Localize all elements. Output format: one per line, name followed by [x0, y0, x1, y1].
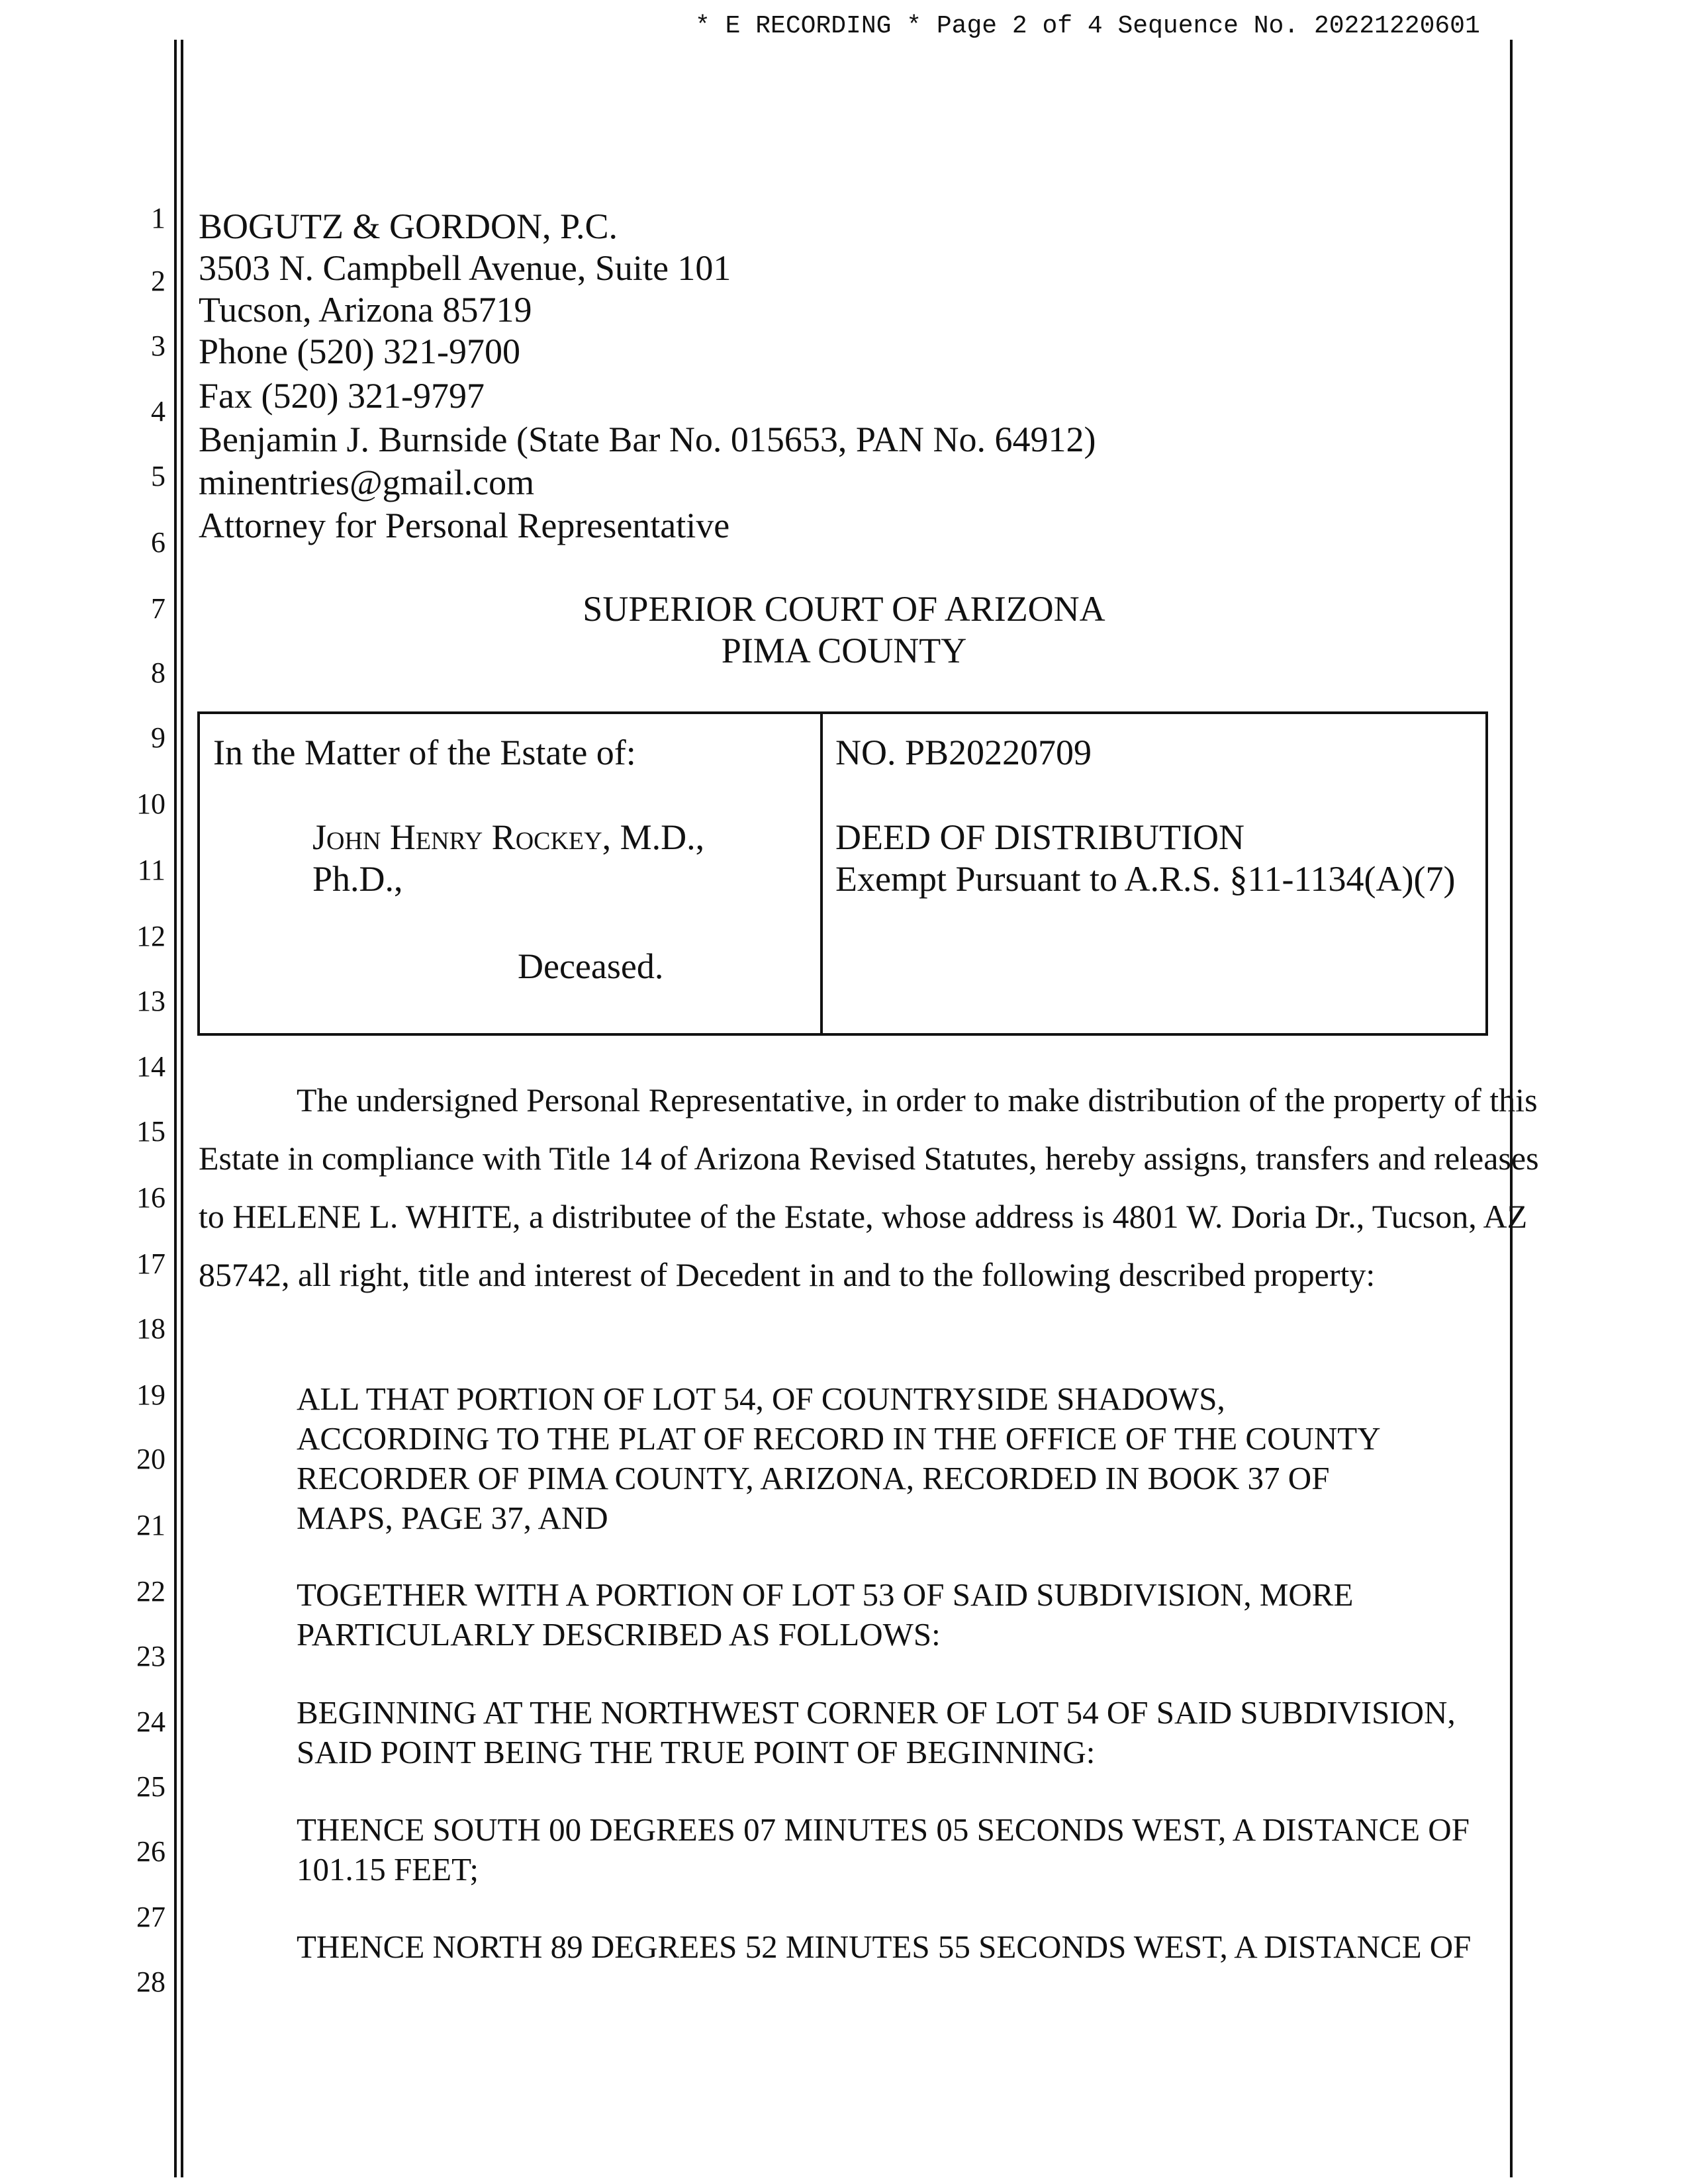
line-number: 7 — [151, 592, 165, 625]
document-title: DEED OF DISTRIBUTION — [835, 817, 1244, 857]
line-number: 14 — [136, 1050, 165, 1083]
court-county: PIMA COUNTY — [721, 631, 967, 670]
line-number: 10 — [136, 788, 165, 820]
legal-line: ALL THAT PORTION OF LOT 54, OF COUNTRYSIDE SHADOWS, — [297, 1381, 1225, 1417]
decedent-name: John Henry Rockey, M.D., — [312, 817, 705, 857]
line-number: 9 — [151, 721, 165, 754]
line-number: 12 — [136, 920, 165, 952]
legal-line: MAPS, PAGE 37, AND — [297, 1500, 608, 1536]
line-number: 28 — [136, 1966, 165, 1998]
caption-divider — [820, 714, 823, 1033]
line-number: 16 — [136, 1181, 165, 1214]
line-number: 15 — [136, 1115, 165, 1148]
recording-header: * E RECORDING * Page 2 of 4 Sequence No. 20221220601 — [695, 12, 1480, 40]
firm-address-line1: 3503 N. Campbell Avenue, Suite 101 — [199, 248, 731, 288]
legal-line: 101.15 FEET; — [297, 1851, 479, 1888]
legal-line: THENCE SOUTH 00 DEGREES 07 MINUTES 05 SECONDS WEST, A DISTANCE OF — [297, 1811, 1470, 1848]
attorney-name: Benjamin J. Burnside (State Bar No. 015653, PAN No. 64912) — [199, 420, 1096, 459]
line-number: 21 — [136, 1509, 165, 1541]
line-number: 24 — [136, 1706, 165, 1738]
case-number: NO. PB20220709 — [835, 733, 1092, 772]
attorney-role: Attorney for Personal Representative — [199, 506, 730, 545]
line-number: 2 — [151, 265, 165, 297]
left-margin-rule-inner — [181, 40, 183, 2177]
legal-line: BEGINNING AT THE NORTHWEST CORNER OF LOT 54 OF SAID SUBDIVISION, — [297, 1694, 1456, 1731]
decedent-status: Deceased. — [518, 946, 664, 986]
firm-name: BOGUTZ & GORDON, P.C. — [199, 206, 618, 246]
legal-line: SAID POINT BEING THE TRUE POINT OF BEGINNING: — [297, 1734, 1096, 1770]
legal-line: ACCORDING TO THE PLAT OF RECORD IN THE OFFICE OF THE COUNTY — [297, 1420, 1381, 1457]
body-line: Estate in compliance with Title 14 of Arizona Revised Statutes, hereby assigns, transfers and releases — [199, 1140, 1539, 1177]
body-line: to HELENE L. WHITE, a distributee of the Estate, whose address is 4801 W. Doria Dr., Tucson, AZ — [199, 1198, 1528, 1235]
line-number: 26 — [136, 1835, 165, 1868]
line-number: 13 — [136, 985, 165, 1017]
line-number: 20 — [136, 1443, 165, 1475]
line-number: 25 — [136, 1770, 165, 1803]
line-number: 5 — [151, 460, 165, 492]
legal-line: THENCE NORTH 89 DEGREES 52 MINUTES 55 SECONDS WEST, A DISTANCE OF — [297, 1929, 1472, 1965]
legal-line: RECORDER OF PIMA COUNTY, ARIZONA, RECORDED IN BOOK 37 OF — [297, 1460, 1330, 1496]
exemption-note: Exempt Pursuant to A.R.S. §11-1134(A)(7) — [835, 859, 1456, 899]
body-line: The undersigned Personal Representative, in order to make distribution of the property of this — [297, 1081, 1538, 1118]
line-number: 27 — [136, 1901, 165, 1933]
line-number: 4 — [151, 395, 165, 428]
line-number: 18 — [136, 1312, 165, 1345]
firm-address-line2: Tucson, Arizona 85719 — [199, 290, 532, 330]
line-number: 8 — [151, 657, 165, 689]
decedent-name-line2: Ph.D., — [312, 859, 403, 899]
line-number: 23 — [136, 1640, 165, 1672]
line-number: 1 — [151, 202, 165, 234]
court-name: SUPERIOR COURT OF ARIZONA — [583, 589, 1105, 629]
left-margin-rule-outer — [174, 40, 177, 2177]
line-number: 17 — [136, 1248, 165, 1280]
firm-phone: Phone (520) 321-9700 — [199, 332, 520, 371]
body-line: 85742, all right, title and interest of Decedent in and to the following described property: — [199, 1256, 1376, 1293]
line-number: 19 — [136, 1379, 165, 1411]
line-number: 22 — [136, 1575, 165, 1608]
caption-matter: In the Matter of the Estate of: — [213, 733, 636, 772]
legal-line: PARTICULARLY DESCRIBED AS FOLLOWS: — [297, 1616, 941, 1653]
firm-fax: Fax (520) 321-9797 — [199, 376, 485, 416]
attorney-email: minentries@gmail.com — [199, 463, 535, 502]
line-number: 6 — [151, 526, 165, 559]
legal-line: TOGETHER WITH A PORTION OF LOT 53 OF SAID SUBDIVISION, MORE — [297, 1576, 1354, 1613]
line-number: 3 — [151, 330, 165, 362]
line-number: 11 — [137, 854, 165, 886]
